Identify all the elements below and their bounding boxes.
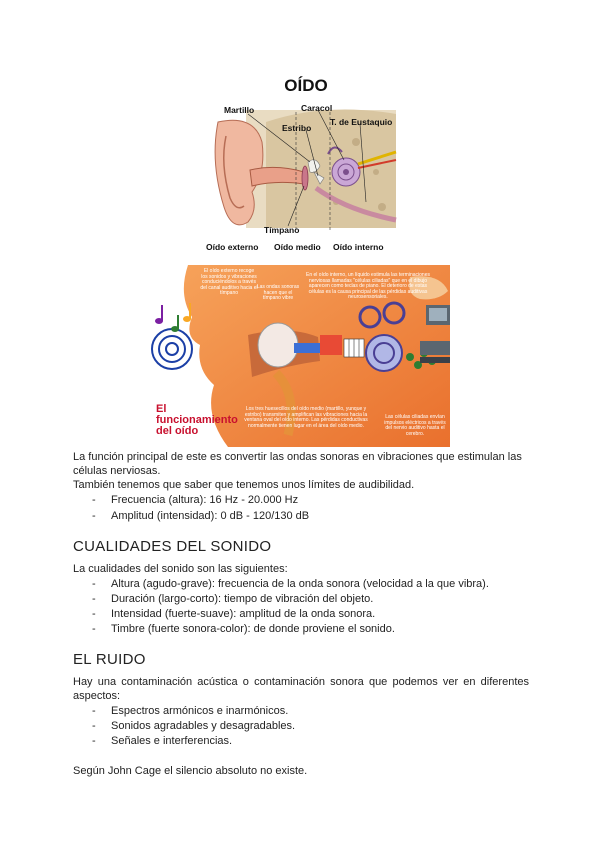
list-item-text: Amplitud (intensidad): 0 dB - 120/130 dB — [111, 510, 310, 522]
list-item — [92, 592, 373, 606]
ruido-paragraph-line2: aspectos: — [73, 690, 121, 702]
note-hair-cells: Las células ciliadas envían impulsos eléctricos a través del nervio auditivo hasta el cerebro. — [384, 414, 446, 437]
list-dash: - — [92, 593, 96, 605]
ruido-closing: Según John Cage el silencio absoluto no existe. — [73, 765, 308, 777]
section-heading-ruido: EL RUIDO — [73, 651, 146, 668]
list-dash: - — [92, 578, 96, 590]
list-dash: - — [92, 735, 96, 747]
list-item-text: Timbre (fuerte sonora-color): de donde proviene el sonido. — [111, 623, 395, 635]
cualidades-intro: La cualidades del sonido son las siguientes: — [73, 563, 288, 575]
list-dash: - — [92, 608, 96, 620]
list-dash: - — [92, 510, 96, 522]
intro-paragraph-function: La función principal de este es convertir las ondas sonoras en vibraciones que estimulan las células nerviosas. — [73, 451, 522, 477]
ruido-paragraph-line1: Hay una contaminación acústica o contaminación sonora que podemos ver en diferentes — [73, 676, 529, 688]
functioning-title-line3: del oído — [156, 425, 199, 437]
list-dash: - — [92, 705, 96, 717]
label-martillo: Martillo — [224, 105, 255, 115]
list-dash: - — [92, 623, 96, 635]
ear-functioning-figure — [148, 265, 450, 447]
list-item-text: Sonidos agradables y desagradables. — [111, 720, 296, 732]
list-item-text: Espectros armónicos e inarmónicos. — [111, 705, 289, 717]
functioning-title-line2: funcionamiento — [156, 414, 238, 426]
list-item — [92, 509, 309, 523]
label-timpano: Tímpano — [264, 225, 300, 235]
label-caracol: Caracol — [301, 103, 333, 113]
label-oido-externo: Oído externo — [206, 242, 259, 252]
list-item — [92, 607, 375, 621]
note-middle-ear: Los tres huesecillos del oído medio (martillo, yunque y estribo) transmiten y amplifican las vibraciones hacia la ventana oval del oído interno. Las pérdidas conductivas normalmente tienen lugar en el área del oído medio. — [244, 406, 368, 429]
functioning-title — [156, 404, 236, 437]
list-item — [92, 622, 395, 636]
list-item-text: Señales e interferencias. — [111, 735, 233, 747]
list-item-text: Frecuencia (altura): 16 Hz - 20.000 Hz — [111, 494, 299, 506]
label-eustaquio: T. de Eustaquio — [330, 117, 393, 127]
note-inner-ear: En el oído interno, un líquido estimula las terminaciones nerviosas llamadas "células ciliadas" que en el dibujo aparecen como teclas de piano. El deterioro de estas células es la causa principal de las pérdidas auditivas neurosensoriales. — [306, 272, 430, 301]
list-item — [92, 493, 298, 507]
list-item — [92, 734, 232, 748]
list-item — [92, 577, 489, 591]
intro-paragraph-limits: También tenemos que saber que tenemos unos límites de audibilidad. — [73, 479, 415, 491]
label-estribo: Estribo — [282, 123, 312, 133]
list-item-text: Duración (largo-corto): tiempo de vibración del objeto. — [111, 593, 374, 605]
note-tympanum: Las ondas sonoras hacen que el tímpano vibre — [256, 284, 300, 302]
list-dash: - — [92, 720, 96, 732]
note-outer-ear: El oído externo recoge los sonidos y vibraciones conduciéndolos a través del canal auditivo hacia el tímpano — [200, 268, 258, 297]
list-item — [92, 719, 295, 733]
label-oido-medio: Oído medio — [274, 242, 321, 252]
figure-title: OÍDO — [284, 76, 328, 95]
list-dash: - — [92, 494, 96, 506]
ear-anatomy-figure — [206, 76, 406, 258]
functioning-title-line1: El — [156, 403, 167, 415]
label-oido-interno: Oído interno — [333, 242, 384, 252]
list-item-text: Intensidad (fuerte-suave): amplitud de la onda sonora. — [111, 608, 376, 620]
section-heading-cualidades: CUALIDADES DEL SONIDO — [73, 538, 272, 555]
list-item — [92, 704, 288, 718]
list-item-text: Altura (agudo-grave): frecuencia de la onda sonora (velocidad a la que vibra). — [111, 578, 489, 590]
